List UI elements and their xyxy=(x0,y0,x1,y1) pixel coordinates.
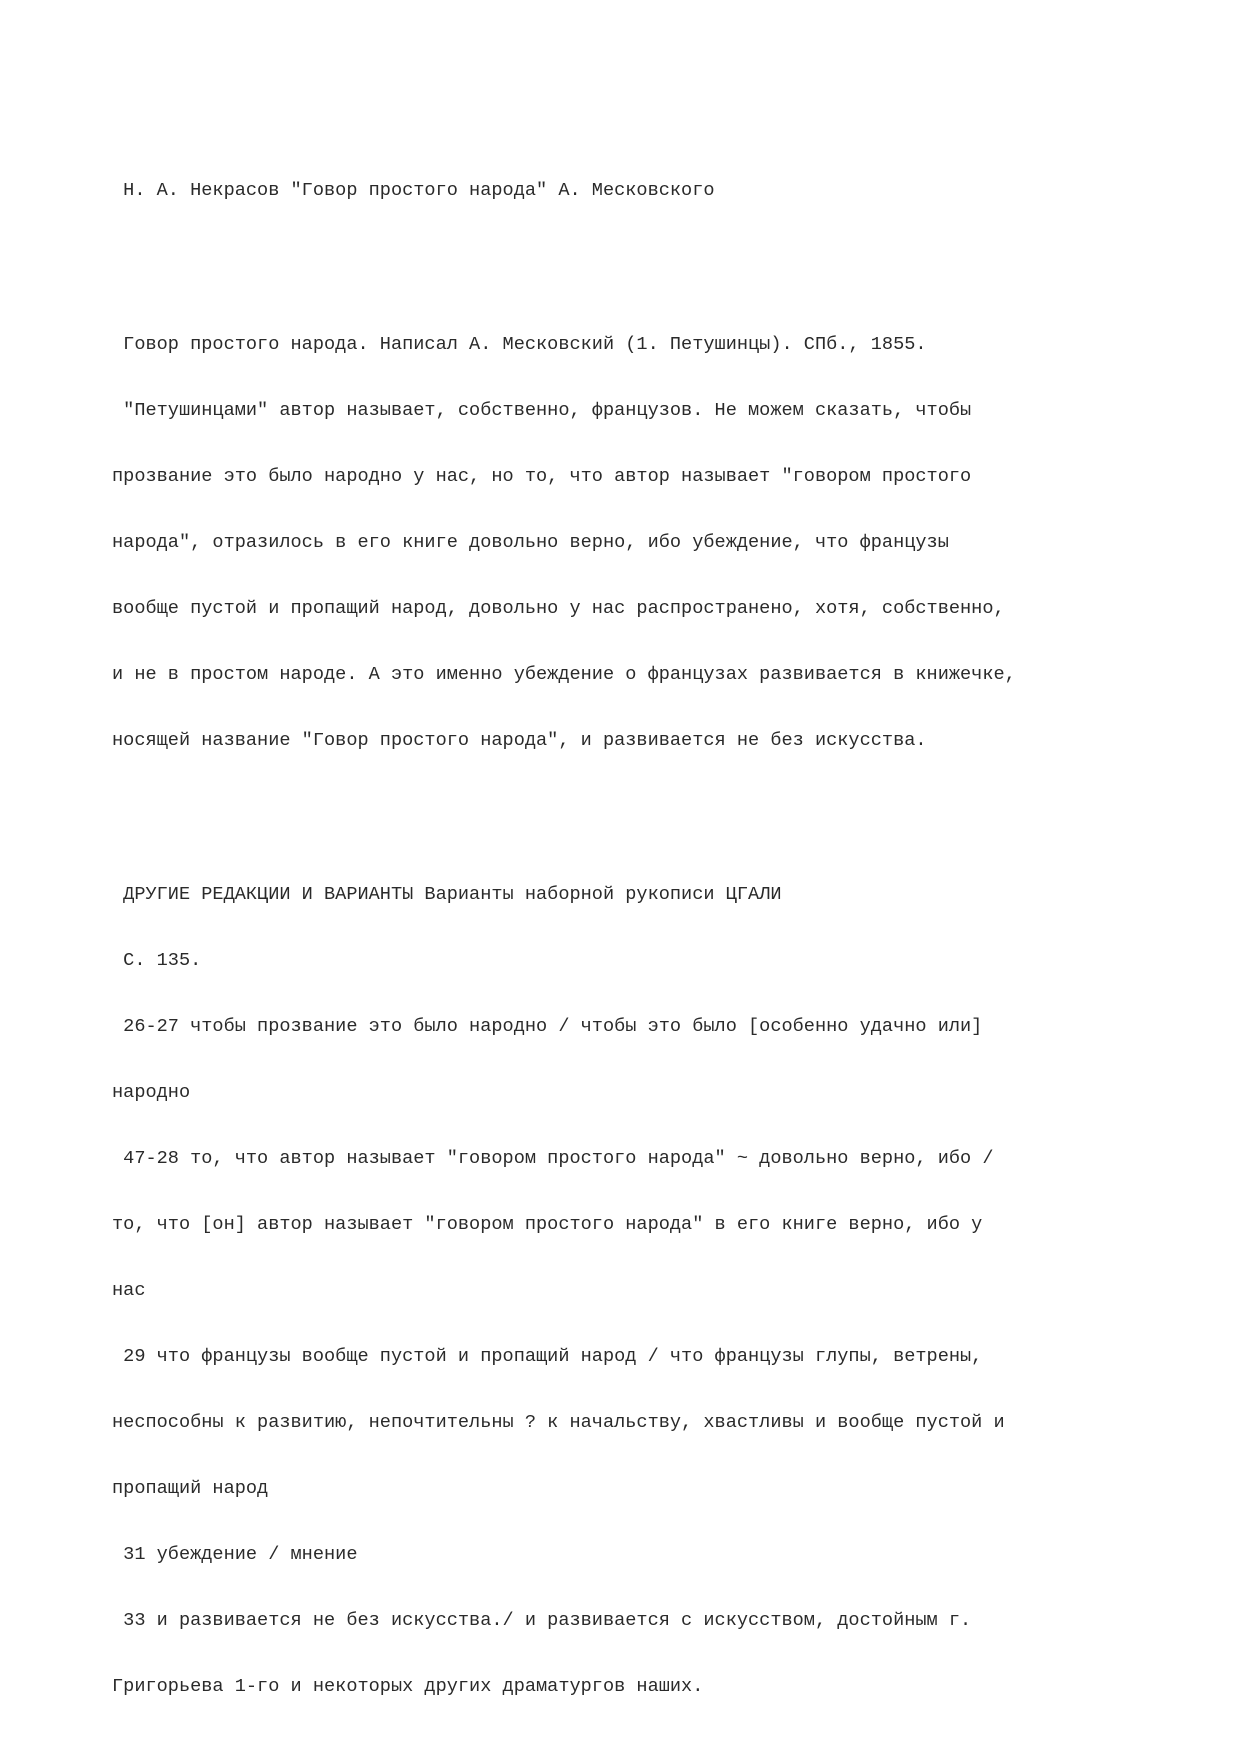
paragraph-gap xyxy=(112,246,1192,268)
variant-line: С. 135. xyxy=(112,950,202,971)
paragraph-gap xyxy=(112,796,1192,818)
document-text xyxy=(112,136,1192,1742)
variant-line: 47-28 то, что автор называет "говором простого народа" ~ довольно верно, ибо / xyxy=(112,1148,994,1169)
variant-line: Григорьева 1-го и некоторых других драматургов наших. xyxy=(112,1676,704,1697)
variant-line: 31 убеждение / мнение xyxy=(112,1544,358,1565)
review-line: прозвание это было народно у нас, но то, что автор называет "говором простого xyxy=(112,466,972,487)
variant-line: пропащий народ xyxy=(112,1478,269,1499)
document-title: Н. А. Некрасов "Говор простого народа" А. Месковского xyxy=(112,180,715,201)
review-line: вообще пустой и пропащий народ, довольно у нас распространено, хотя, собственно, xyxy=(112,598,1005,619)
review-line: Говор простого народа. Написал А. Месковский (1. Петушинцы). СПб., 1855. xyxy=(112,334,927,355)
variants-heading: ДРУГИЕ РЕДАКЦИИ И ВАРИАНТЫ Варианты наборной рукописи ЦГАЛИ xyxy=(112,884,782,905)
review-line: "Петушинцами" автор называет, собственно, французов. Не можем сказать, чтобы xyxy=(112,400,972,421)
variant-line: народно xyxy=(112,1082,191,1103)
variant-line: 33 и развивается не без искусства./ и развивается с искусством, достойным г. xyxy=(112,1610,972,1631)
variant-line: то, что [он] автор называет "говором простого народа" в его книге верно, ибо у xyxy=(112,1214,983,1235)
variant-line: 29 что французы вообще пустой и пропащий народ / что французы глупы, ветрены, xyxy=(112,1346,983,1367)
variant-line: нас xyxy=(112,1280,146,1301)
review-line: народа", отразилось в его книге довольно верно, ибо убеждение, что французы xyxy=(112,532,949,553)
review-line: носящей название "Говор простого народа", и развивается не без искусства. xyxy=(112,730,927,751)
review-line: и не в простом народе. А это именно убеждение о французах развивается в книжечке, xyxy=(112,664,1016,685)
variant-line: неспособны к развитию, непочтительны ? к начальству, хвастливы и вообще пустой и xyxy=(112,1412,1005,1433)
variant-line: 26-27 чтобы прозвание это было народно / чтобы это было [особенно удачно или] xyxy=(112,1016,983,1037)
